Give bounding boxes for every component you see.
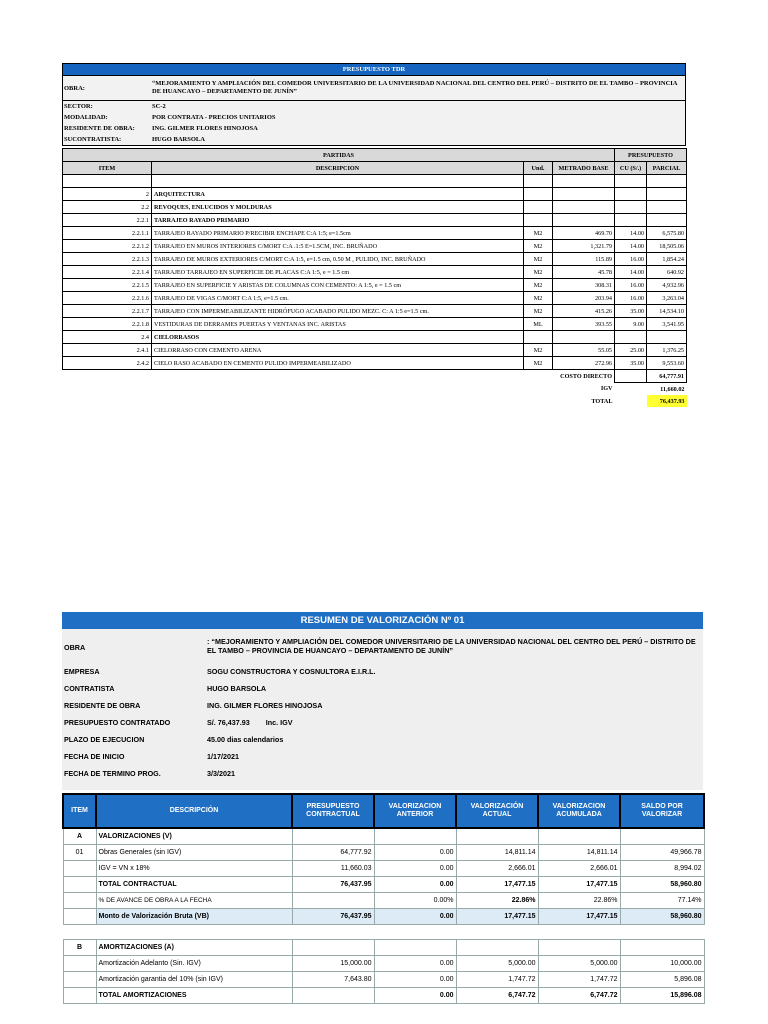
row-a2-saldo: 8,994.02: [620, 861, 704, 877]
budget-row-desc: REVOQUES, ENLUCIDOS Y MOLDURAS: [152, 201, 524, 214]
budget-row-cu: 14.00: [615, 240, 647, 253]
budget-row-parcial: [647, 214, 687, 227]
budget-body: [63, 175, 687, 370]
budget-row-metrado: [553, 201, 615, 214]
row-a1-item: 01: [63, 845, 96, 861]
budget-row-cu: 16.00: [615, 292, 647, 305]
budget-row: [63, 357, 687, 370]
budget-row: [63, 253, 687, 266]
budget-row-item: 2.4: [63, 331, 152, 344]
budget-row-parcial: 4,932.96: [647, 279, 687, 292]
budget-row: [63, 292, 687, 305]
row-pct-ant: 0.00%: [374, 893, 456, 909]
row-a2-ant: 0.00: [374, 861, 456, 877]
budget-row: [63, 266, 687, 279]
budget-title: PRESUPUESTO TDR: [62, 63, 686, 76]
sector-label: SECTOR:: [64, 103, 93, 110]
subcontratista-value: HUGO BARSOLA: [152, 136, 205, 143]
partidas-header: PARTIDAS: [63, 149, 615, 162]
row-tot-saldo: 58,960.80: [620, 877, 704, 893]
presupuesto-note: Inc. IGV: [265, 718, 293, 727]
budget-row-parcial: 640.92: [647, 266, 687, 279]
budget-row-parcial: 6,575.80: [647, 227, 687, 240]
row-b2-desc: Amortización garantia del 10% (sin IGV): [96, 972, 292, 988]
budget-row: [63, 201, 687, 214]
budget-row-desc: CIELORRASOS: [152, 331, 524, 344]
budget-row-metrado: 1,321.79: [553, 240, 615, 253]
v-residente-value: ING. GILMER FLORES HINOJOSA: [207, 701, 323, 710]
valorization-info: [62, 629, 703, 790]
budget-row-und: M2: [524, 344, 553, 357]
budget-row-und: M2: [524, 227, 553, 240]
budget-row-item: 2.2.1.1: [63, 227, 152, 240]
row-a1-act: 14,811.14: [456, 845, 538, 861]
budget-row-cu: 16.00: [615, 279, 647, 292]
budget-row-und: [524, 201, 553, 214]
budget-row: [63, 227, 687, 240]
row-b2-saldo: 5,896.08: [620, 972, 704, 988]
budget-row-und: M2: [524, 240, 553, 253]
total-label: TOTAL: [591, 397, 613, 405]
budget-row-item: 2.2.1.2: [63, 240, 152, 253]
budget-row-desc: TARRAJEO RAYADO PRIMARIO: [152, 214, 524, 227]
budget-row-cu: 35.00: [615, 357, 647, 370]
budget-row-desc: ARQUITECTURA: [152, 188, 524, 201]
budget-row-desc: TARRAJEO TARRAJEO EN SUPERFICIE DE PLACAS C:A 1:5, e = 1.5 cm: [152, 266, 524, 279]
budget-row-cu: [615, 188, 647, 201]
budget-row-und: [524, 214, 553, 227]
budget-row-parcial: 3,263.04: [647, 292, 687, 305]
presupuesto-contratado-value: S/. 76,437.93: [207, 718, 250, 727]
budget-row-parcial: [647, 188, 687, 201]
plazo-value: 45.00 dias calendarios: [207, 735, 284, 744]
budget-row-cu: [615, 214, 647, 227]
costo-directo-value: 64,777.91: [647, 370, 687, 383]
presupuesto-header: PRESUPUESTO: [615, 149, 687, 162]
budget-row-metrado: 393.55: [553, 318, 615, 331]
row-vb-pres: 76,437.95: [292, 909, 374, 925]
row-b1-acum: 5,000.00: [538, 956, 620, 972]
budget-row-metrado: [553, 331, 615, 344]
igv-value: 11,660.02: [660, 385, 685, 393]
row-tot-pres: 76,437.95: [292, 877, 374, 893]
budget-row-parcial: 3,541.95: [647, 318, 687, 331]
row-vb-ant: 0.00: [374, 909, 456, 925]
v-residente-label: RESIDENTE DE OBRA: [64, 701, 141, 710]
row-btot-act: 6,747.72: [456, 988, 538, 1004]
budget-row-metrado: 469.70: [553, 227, 615, 240]
table-row: [63, 893, 704, 909]
budget-row-metrado: 203.94: [553, 292, 615, 305]
budget-row-und: [524, 331, 553, 344]
row-a2-act: 2,666.01: [456, 861, 538, 877]
budget-row-und: M2: [524, 292, 553, 305]
section-b-item: B: [63, 940, 96, 956]
row-b1-pres: 15,000.00: [292, 956, 374, 972]
row-a1-pres: 64,777.92: [292, 845, 374, 861]
budget-row-desc: TARRAJEO EN SUPERFICIE Y ARISTAS DE COLUMNAS CON CEMENTO: A 1:5, e = 1.5 cm: [152, 279, 524, 292]
contratista-value: HUGO BARSOLA: [207, 684, 267, 693]
residente-value: ING. GILMER FLORES HINOJOSA: [152, 125, 258, 132]
parcial-header: PARCIAL: [647, 162, 687, 175]
obra-label: OBRA:: [64, 84, 85, 92]
budget-row-cu: 14.00: [615, 227, 647, 240]
inicio-value: 1/17/2021: [207, 752, 239, 761]
valorization-title: RESUMEN DE VALORIZACIÓN Nº 01: [62, 612, 703, 629]
row-btot-pres: [292, 988, 374, 1004]
budget-row-parcial: 14,534.10: [647, 305, 687, 318]
row-a1-saldo: 49,966.78: [620, 845, 704, 861]
budget-row-desc: TARRAJEO DE MUROS EXTERIORES C/MORT C:A 1:5, e=1.5 cm, 0.50 M , PULIDO, INC. BRUÑADO: [152, 253, 524, 266]
row-a1-acum: 14,811.14: [538, 845, 620, 861]
budget-row-parcial: 18,505.06: [647, 240, 687, 253]
budget-row-parcial: 1,376.25: [647, 344, 687, 357]
budget-row-item: 2.4.1: [63, 344, 152, 357]
v-ant-header: VALORIZACION ANTERIOR: [374, 794, 456, 828]
table-row: [63, 988, 704, 1004]
table-row: [63, 861, 704, 877]
obra-value: “MEJORAMIENTO Y AMPLIACIÓN DEL COMEDOR UNIVERSITARIO DE LA UNIVERSIDAD NACIONAL DEL CENTRO DEL PERÚ – DISTRITO DE EL TAMBO – PROVINCIA DE HUANCAYO – DEPARTAMENTO DE JUNÍN”: [152, 80, 678, 95]
budget-row: [63, 279, 687, 292]
budget-row-desc: TARRAJEO DE VIGAS C/MORT C:A 1:5, e=1.5 cm.: [152, 292, 524, 305]
empresa-value: SOGU CONSTRUCTORA Y COSNULTORA E.I.R.L.: [207, 667, 376, 676]
budget-row-desc: TARRAJEO EN MUROS INTERIORES C/MORT C:A .1:5 E=1.5CM, INC. BRUÑADO: [152, 240, 524, 253]
row-a2-desc: IGV = VN x 18%: [96, 861, 292, 877]
row-pct-saldo: 77.14%: [620, 893, 704, 909]
sector-value: SC-2: [152, 103, 166, 110]
row-a2-pres: 11,660.03: [292, 861, 374, 877]
budget-row-und: M2: [524, 279, 553, 292]
budget-row-metrado: 55.05: [553, 344, 615, 357]
row-b2-pres: 7,643.80: [292, 972, 374, 988]
v-obra-value: : “MEJORAMIENTO Y AMPLIACIÓN DEL COMEDOR UNIVERSITARIO DE LA UNIVERSIDAD NACIONAL DEL CENTRO DEL PERÚ – DISTRITO DE EL TAMBO – PROVINCIA DE HUANCAYO – DEPARTAMENTO DE JUNÍN”: [207, 637, 696, 655]
row-vb-act: 17,477.15: [456, 909, 538, 925]
budget-row-desc: CIELO RASO ACABADO EN CEMENTO PULIDO IMPERMEABILIZADO: [152, 357, 524, 370]
budget-row-und: ML: [524, 318, 553, 331]
row-vb-saldo: 58,960.80: [620, 909, 704, 925]
row-vb-acum: 17,477.15: [538, 909, 620, 925]
row-btot-saldo: 15,896.08: [620, 988, 704, 1004]
budget-row-cu: 35.00: [615, 305, 647, 318]
v-saldo-header: SALDO POR VALORIZAR: [620, 794, 704, 828]
metrado-header: METRADO BASE: [553, 162, 615, 175]
budget-row: [63, 318, 687, 331]
row-b2-ant: 0.00: [374, 972, 456, 988]
row-pct-desc: % DE AVANCE DE OBRA A LA FECHA: [96, 893, 292, 909]
row-vb-desc: Monto de Valorización Bruta (VB): [96, 909, 292, 925]
row-b2-acum: 1,747.72: [538, 972, 620, 988]
v-act-header: VALORIZACIÓN ACTUAL: [456, 794, 538, 828]
budget-row-metrado: 415.26: [553, 305, 615, 318]
costo-directo-label: COSTO DIRECTO: [63, 370, 615, 383]
budget-row: [63, 344, 687, 357]
budget-row-und: M2: [524, 305, 553, 318]
budget-sheet: [62, 63, 686, 407]
contratista-label: CONTRATISTA: [64, 684, 115, 693]
budget-row-metrado: 272.96: [553, 357, 615, 370]
budget-row-item: 2.2.1.4: [63, 266, 152, 279]
termino-value: 3/3/2021: [207, 769, 235, 778]
budget-row-cu: [615, 201, 647, 214]
budget-row: [63, 331, 687, 344]
row-b1-saldo: 10,000.00: [620, 956, 704, 972]
budget-row-parcial: [647, 201, 687, 214]
v-item-header: ITEM: [63, 794, 96, 828]
row-a1-ant: 0.00: [374, 845, 456, 861]
row-tot-acum: 17,477.15: [538, 877, 620, 893]
row-b1-ant: 0.00: [374, 956, 456, 972]
table-row: [63, 972, 704, 988]
budget-row: [63, 240, 687, 253]
budget-row-item: 2.2: [63, 201, 152, 214]
budget-row-parcial: 1,854.24: [647, 253, 687, 266]
budget-row-item: 2.2.1.7: [63, 305, 152, 318]
section-a-label: VALORIZACIONES (V): [96, 828, 292, 845]
budget-row-metrado: [553, 214, 615, 227]
row-pct-act: 22.86%: [456, 893, 538, 909]
plazo-label: PLAZO DE EJECUCION: [64, 735, 145, 744]
row-b1-act: 5,000.00: [456, 956, 538, 972]
row-tot-desc: TOTAL CONTRACTUAL: [96, 877, 292, 893]
table-row: [63, 845, 704, 861]
row-btot-ant: 0.00: [374, 988, 456, 1004]
valorization-sheet: [62, 612, 703, 1004]
budget-row-desc: TARRAJEO CON IMPERMEABILIZANTE HIDRÓFUGO ACABADO PULIDO MEZC. C: A 1:5 e=1.5 cm.: [152, 305, 524, 318]
budget-row-metrado: 45.78: [553, 266, 615, 279]
budget-row-parcial: 9,553.60: [647, 357, 687, 370]
v-pres-header: PRESUPUESTO CONTRACTUAL: [292, 794, 374, 828]
item-header: ITEM: [63, 162, 152, 175]
budget-row: [63, 188, 687, 201]
budget-row-metrado: [553, 188, 615, 201]
presupuesto-contratado-label: PRESUPUESTO CONTRATADO: [64, 718, 171, 727]
inicio-label: FECHA DE INICIO: [64, 752, 125, 761]
modalidad-label: MODALIDAD:: [64, 114, 108, 121]
v-descripcion-header: DESCRIPCIÓN: [96, 794, 292, 828]
budget-row-item: 2.2.1: [63, 214, 152, 227]
row-btot-acum: 6,747.72: [538, 988, 620, 1004]
budget-table: [62, 148, 687, 407]
table-row: [63, 956, 704, 972]
budget-row-und: M2: [524, 357, 553, 370]
residente-label: RESIDENTE DE OBRA:: [64, 125, 135, 132]
budget-row-metrado: 115.89: [553, 253, 615, 266]
row-tot-ant: 0.00: [374, 877, 456, 893]
budget-row-parcial: [647, 331, 687, 344]
budget-row-cu: [615, 331, 647, 344]
budget-row-und: [524, 188, 553, 201]
budget-row-desc: VESTIDURAS DE DERRAMES PUERTAS Y VENTANAS INC. ARISTAS: [152, 318, 524, 331]
budget-row-cu: 14.00: [615, 266, 647, 279]
row-a2-acum: 2,666.01: [538, 861, 620, 877]
row-tot-act: 17,477.15: [456, 877, 538, 893]
descripcion-header: DESCRIPCION: [152, 162, 524, 175]
budget-row-desc: CIELORRASO CON CEMENTO ARENA: [152, 344, 524, 357]
budget-row-item: 2.2.1.3: [63, 253, 152, 266]
row-b1-desc: Amortización Adelanto (Sin. IGV): [96, 956, 292, 972]
empresa-label: EMPRESA: [64, 667, 100, 676]
v-obra-label: OBRA: [64, 643, 86, 652]
budget-row-item: 2: [63, 188, 152, 201]
budget-row-item: 2.2.1.8: [63, 318, 152, 331]
termino-label: FECHA DE TERMINO PROG.: [64, 769, 161, 778]
igv-label: IGV: [600, 385, 613, 393]
row-a1-desc: Obras Generales (sin IGV): [96, 845, 292, 861]
valorization-table: [62, 793, 705, 1004]
budget-info: [62, 76, 686, 146]
budget-row-cu: 16.00: [615, 253, 647, 266]
table-row: [63, 909, 704, 925]
budget-row-item: 2.4.2: [63, 357, 152, 370]
section-b-label: AMORTIZACIONES (A): [96, 940, 292, 956]
budget-row-cu: 9.00: [615, 318, 647, 331]
budget-row-und: M2: [524, 253, 553, 266]
budget-row-und: M2: [524, 266, 553, 279]
subcontratista-label: SUCONTRATISTA:: [64, 136, 122, 143]
budget-row-metrado: 308.31: [553, 279, 615, 292]
budget-row: [63, 214, 687, 227]
budget-row-item: 2.2.1.5: [63, 279, 152, 292]
budget-row-cu: 25.00: [615, 344, 647, 357]
budget-row: [63, 305, 687, 318]
row-b2-act: 1,747.72: [456, 972, 538, 988]
section-a-item: A: [63, 828, 96, 845]
row-pct-acum: 22.86%: [538, 893, 620, 909]
v-acum-header: VALORIZACION ACUMULADA: [538, 794, 620, 828]
row-btot-desc: TOTAL AMORTIZACIONES: [96, 988, 292, 1004]
budget-row-desc: TARRAJEO RAYADO PRIMARIO P/RECIBIR ENCHAPE C:A 1:5; e=1.5cm: [152, 227, 524, 240]
table-row: [63, 877, 704, 893]
cu-header: CU (S/.): [615, 162, 647, 175]
total-value: 76,437.93: [647, 395, 687, 407]
modalidad-value: POR CONTRATA - PRECIOS UNITARIOS: [152, 114, 276, 121]
und-header: Und.: [524, 162, 553, 175]
budget-row-item: 2.2.1.6: [63, 292, 152, 305]
